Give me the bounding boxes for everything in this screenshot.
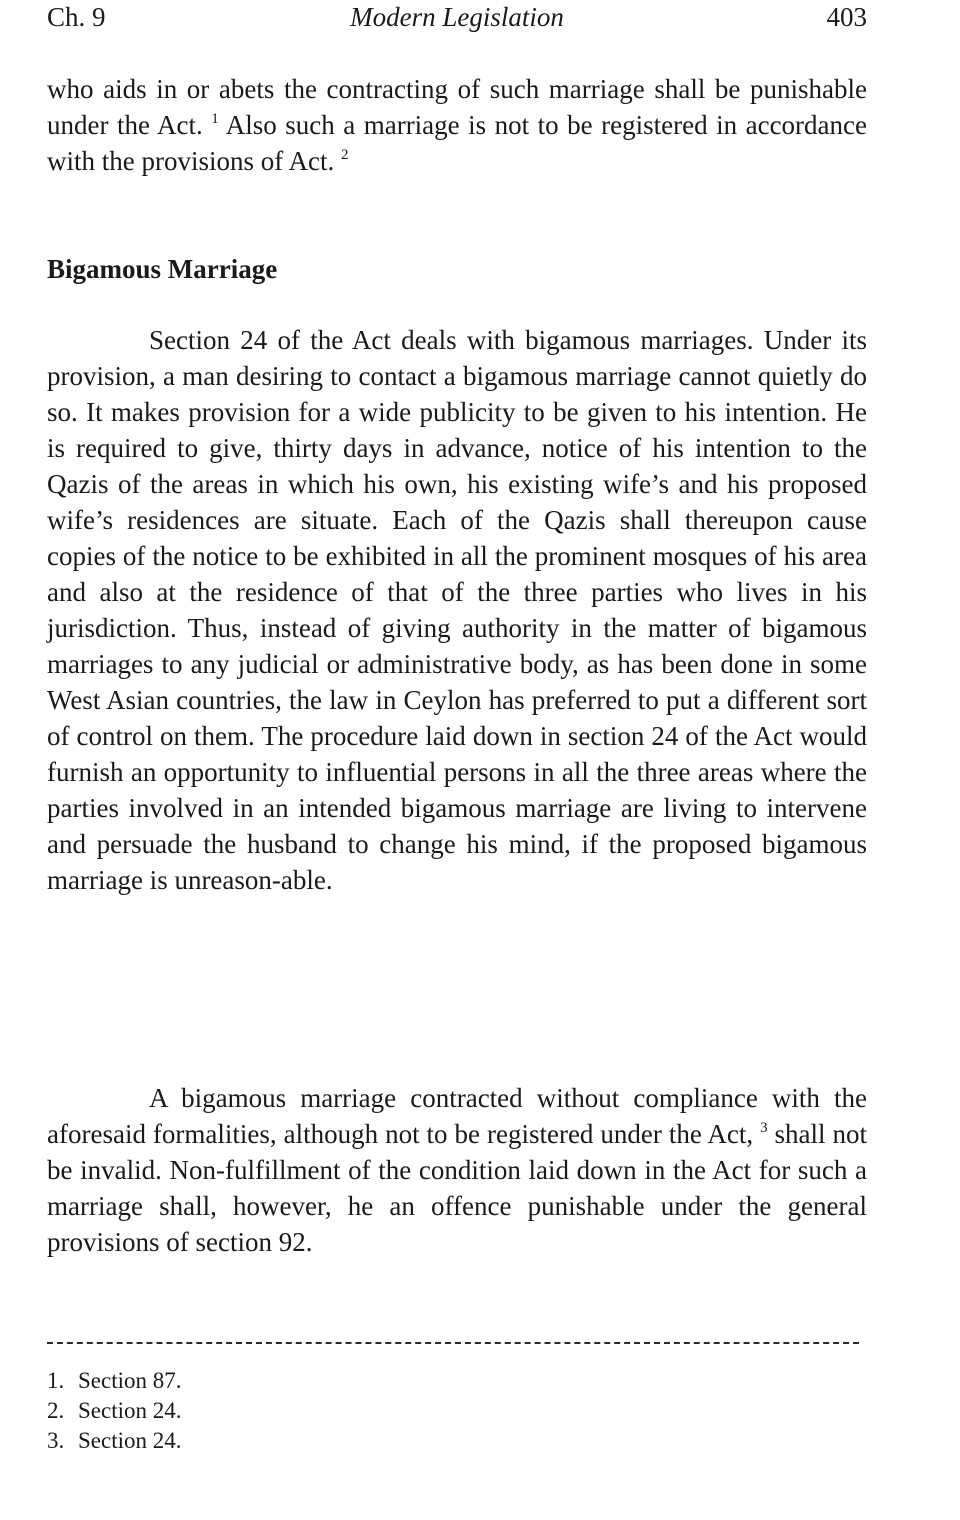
footnote-number: 1. bbox=[47, 1368, 65, 1393]
footnote-number: 3. bbox=[47, 1428, 65, 1453]
chapter-label: Ch. 9 bbox=[47, 2, 106, 32]
paragraph-text: Also such a marriage is not to be registered in accordance with the provisions of Act. bbox=[47, 110, 867, 176]
paragraph-continued bbox=[47, 71, 867, 179]
paragraph-text: A bigamous marriage contracted without compliance with the aforesaid formalities, although not to be registered under the Act, bbox=[47, 1083, 867, 1149]
running-header bbox=[47, 0, 867, 34]
footnote-text: Section 24. bbox=[78, 1428, 182, 1453]
page-number: 403 bbox=[826, 2, 867, 32]
footnote-divider bbox=[47, 1342, 859, 1344]
footnote-ref: 1 bbox=[211, 111, 219, 127]
paragraph-bigamous-validity bbox=[47, 1080, 867, 1260]
paragraph-text: shall not be invalid. Non-fulfillment of the condition laid down in the Act for such a marriage shall, however, he an offence punishable under the general provisions of section 92. bbox=[47, 1119, 868, 1257]
footnote-item bbox=[47, 1366, 182, 1396]
footnote-item bbox=[47, 1396, 182, 1426]
footnote-number: 2. bbox=[47, 1398, 65, 1423]
footnote-ref: 3 bbox=[760, 1120, 768, 1136]
footnote-list bbox=[47, 1366, 182, 1456]
paragraph-text: who aids in or abets the contracting of such marriage shall be punishable under the Act. bbox=[47, 74, 867, 140]
footnote-text: Section 87. bbox=[78, 1368, 182, 1393]
paragraph-section-24: Section 24 of the Act deals with bigamous marriages. Under its provision, a man desiring to contact a bigamous marriage cannot quietly do so. It makes provision for a wide publicity to be given to his intention. He is required to give, thirty days in advance, notice of his intention to the Qazis of the areas in which his own, his existing wife’s and his proposed wife’s residences are situate. Each of the Qazis shall thereupon cause copies of the notice to be exhibited in all the prominent mosques of his area and also at the residence of that of the three parties who lives in his jurisdiction. Thus, instead of giving authority in the matter of bigamous marriages to any judicial or administrative body, as has been done in some West Asian countries, the law in Ceylon has preferred to put a different sort of control on them. The procedure laid down in section 24 of the Act would furnish an opportunity to influential persons in all the three areas where the parties involved in an intended bigamous marriage are living to intervene and persuade the husband to change his mind, if the proposed bigamous marriage is unreason-able. bbox=[47, 325, 867, 895]
section-heading: Bigamous Marriage bbox=[47, 254, 278, 284]
footnote-item bbox=[47, 1426, 182, 1456]
footnote-ref: 2 bbox=[340, 147, 349, 163]
footnote-text: Section 24. bbox=[78, 1398, 182, 1423]
chapter-title: Modern Legislation bbox=[350, 2, 564, 32]
